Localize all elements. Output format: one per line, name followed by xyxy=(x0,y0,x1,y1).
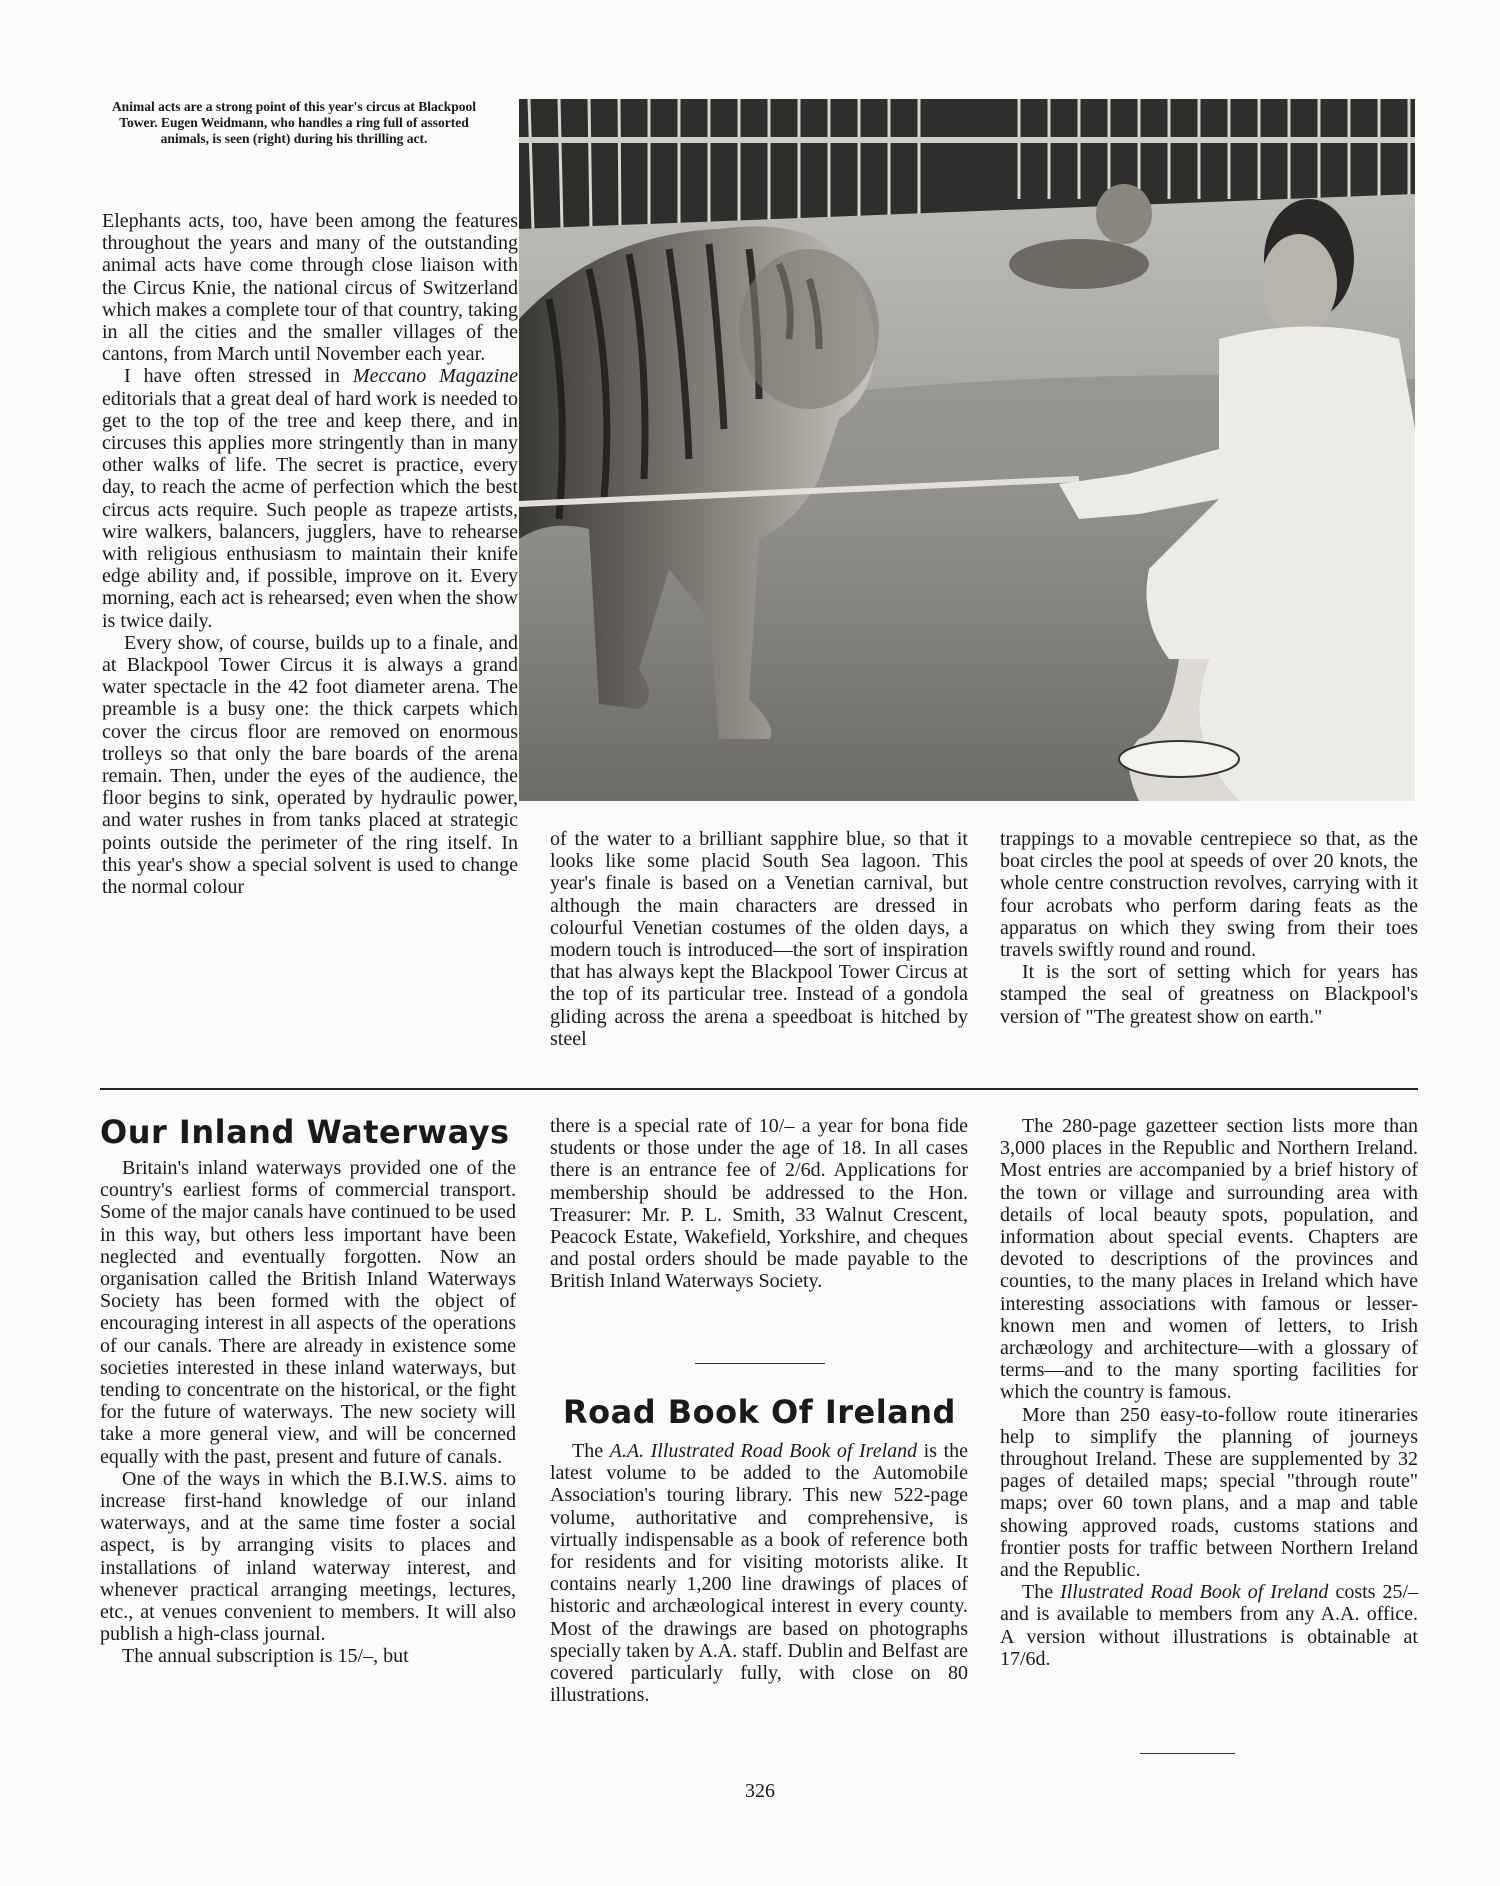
roadbook-col3 xyxy=(1000,1115,1418,1670)
paragraph: there is a special rate of 10/– a year for bona fide students or those under the age of 18. In all cases there is an entrance fee of 2/6d. Applications for membership should be addressed to the Hon. Treasurer: Mr. P. L. Smith, 33 Walnut Crescent, Peacock Estate, Wakefield, Yorkshire, and cheques and postal orders should be made payable to the British Inland Waterways Society. xyxy=(550,1115,968,1293)
section-divider-short xyxy=(695,1363,825,1364)
section-divider xyxy=(100,1088,1418,1090)
waterways-col1 xyxy=(100,1157,516,1668)
paragraph xyxy=(1000,1581,1418,1670)
waterways-heading: Our Inland Waterways xyxy=(100,1113,510,1151)
paragraph: of the water to a brilliant sapphire blue, so that it looks like some placid South Sea lagoon. This year's finale is based on a Venetian carnival, but although the main characters are dressed in colourful Venetian costumes of the olden days, a modern touch is introduced—the sort of inspiration that has always kept the Blackpool Tower Circus at the top of its particular tree. Instead of a gondola gliding across the arena a speedboat is hitched by steel xyxy=(550,828,968,1050)
paragraph-text: I have often stressed in xyxy=(124,365,353,388)
roadbook-col2 xyxy=(550,1440,968,1706)
magazine-title: Meccano Magazine xyxy=(352,365,518,388)
paragraph: One of the ways in which the B.I.W.S. aims to increase first-hand knowledge of our inland waterways, and at the same time foster a social aspect, is by arranging visits to places and installations of inland waterway interest, and whenever practical arranging meetings, lectures, etc., at venues convenient to members. It will also publish a high-class journal. xyxy=(100,1467,516,1646)
paragraph: Every show, of course, builds up to a finale, and at Blackpool Tower Circus it is always a grand water spectacle in the 42 foot diameter arena. The preamble is a busy one: the thick carpets which cover the circus floor are removed on enormous trolleys so that only the bare boards of the arena remain. Then, under the eyes of the audience, the floor begins to sink, operated by hydraulic power, and water rushes in from tanks placed at strategic points outside the perimeter of the ring itself. In this year's show a special solvent is used to change the normal colour xyxy=(102,631,518,899)
photo-caption: Animal acts are a strong point of this year's circus at Blackpool Tower. Eugen Weidmann, who handles a ring full of assorted animals, is seen (right) during his thrilling act. xyxy=(111,99,477,146)
roadbook-heading: Road Book Of Ireland xyxy=(563,1393,956,1431)
paragraph-text: The xyxy=(1022,1581,1061,1604)
paragraph: The 280-page gazetteer section lists more than 3,000 places in the Republic and Northern Ireland. Most entries are accompanied by a brief history of the town or village and surrounding area with details of local beauty spots, population, and information about special events. Chapters are devoted to descriptions of the provinces and counties, to the many places in Ireland which have interesting associations with famous or lesser-known men and women of letters, to Irish archæology and architecture—with a glossary of terms—and to the many sporting facilities for which the country is famous. xyxy=(1000,1115,1418,1404)
paragraph: Elephants acts, too, have been among the features throughout the years and many of the outstanding animal acts have come through close liaison with the Circus Knie, the national circus of Switzerland which makes a complete tour of that country, taking in all the cities and the smaller villages of the cantons, from March until November each year. xyxy=(102,210,518,366)
tiger-and-trainer-photo xyxy=(519,99,1415,801)
section-end-rule xyxy=(1140,1753,1235,1754)
circus-article-col2 xyxy=(550,828,968,1050)
book-title: A.A. Illustrated Road Book of Ireland xyxy=(609,1440,918,1462)
paragraph-text: costs 25/– and is available to members from any A.A. office. A version without illustrations is obtainable at 17/6d. xyxy=(1000,1581,1418,1670)
paragraph: trappings to a movable centrepiece so that, as the boat circles the pool at speeds of over 20 knots, the whole centre construction revolves, carrying with it four acrobats who perform daring feats as the apparatus on which they swing from their toes travels swiftly round and round. xyxy=(1000,828,1418,962)
page-number: 326 xyxy=(745,1780,775,1802)
book-title: Illustrated Road Book of Ireland xyxy=(1060,1581,1329,1604)
paragraph: More than 250 easy-to-follow route itineraries help to simplify the planning of journeys throughout Ireland. These are supplemented by 32 pages of detailed maps; special "through route" maps; over 60 town plans, and a map and table showing approved roads, customs stations and frontier posts for traffic between Northern Ireland and the Republic. xyxy=(1000,1403,1418,1582)
circus-article-col3 xyxy=(1000,828,1418,1028)
paragraph: It is the sort of setting which for years has stamped the seal of greatness on Blackpool's version of "The greatest show on earth." xyxy=(1000,961,1418,1028)
paragraph xyxy=(550,1440,968,1706)
paragraph-text: The xyxy=(572,1440,610,1462)
paragraph xyxy=(102,365,518,631)
paragraph-text: is the latest volume to be added to the Automobile Association's touring library. This new 522-page volume, authoritative and comprehensive, is virtually indispensable as a book of reference both for residents and for visiting motorists alike. It contains nearly 1,200 line drawings of places of historic and archæological interest in every county. Most of the drawings are based on photographs specially taken by A.A. staff. Dublin and Belfast are covered particularly fully, with close on 80 illustrations. xyxy=(550,1440,969,1707)
paragraph-text: editorials that a great deal of hard work is needed to get to the top of the tree and keep there, and in circuses this applies more stringently than in many other walks of life. The secret is practice, every day, to reach the acme of perfection which the best circus acts require. Such people as trapeze artists, wire walkers, balancers, jugglers, have to rehearse with religious enthusiasm to maintain their knife edge ability and, if possible, improve on it. Every morning, each act is rehearsed; even when the show is twice daily. xyxy=(102,387,518,632)
paragraph: The annual subscription is 15/–, but xyxy=(122,1645,409,1668)
waterways-col2 xyxy=(550,1115,968,1293)
paragraph: Britain's inland waterways provided one of the country's earliest forms of commercial transport. Some of the major canals have continued to be used in this way, but others less important have been neglected and eventually forgotten. Now an organisation called the British Inland Waterways Society has been formed with the object of encouraging interest in all aspects of the operations of our canals. There are already in existence some societies interested in these inland waterways, but tending to concentrate on the historical, or the fight for the future of waterways. The new society will take a more general view, and will be concerned equally with the past, present and future of canals. xyxy=(100,1157,516,1468)
circus-article-col1 xyxy=(102,210,518,898)
